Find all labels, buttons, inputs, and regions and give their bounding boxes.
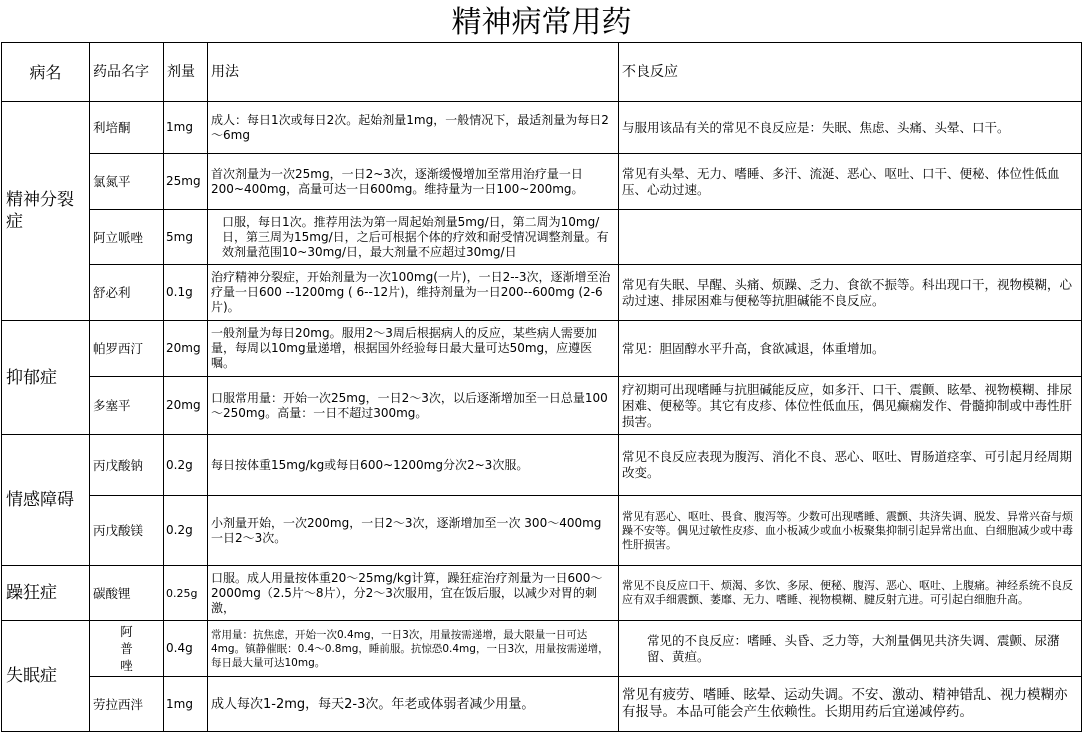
drug-dose: 25mg bbox=[164, 154, 208, 210]
drug-usage: 每日按体重15mg/kg或每日600~1200mg分次2~3次服。 bbox=[208, 435, 619, 496]
table-row bbox=[2, 566, 1082, 621]
header-row bbox=[2, 43, 1082, 102]
drug-dose: 5mg bbox=[164, 210, 208, 265]
drug-adverse: 常见的不良反应：嗜睡、头昏、乏力等，大剂量偶见共济失调、震颤、尿潴留、黄疸。 bbox=[619, 621, 1082, 677]
table-row bbox=[2, 677, 1082, 732]
table-row bbox=[2, 621, 1082, 677]
drug-adverse: 常见有恶心、呕吐、畏食、腹泻等。少数可出现嗜睡、震颤、共济失调、脱发、异常兴奋与烦躁不安等。偶见过敏性皮疹、血小板减少或血小板聚集抑制引起异常出血、白细胞减少或中毒性肝损害。 bbox=[619, 496, 1082, 566]
drug-adverse: 常见：胆固醇水平升高，食欲减退，体重增加。 bbox=[619, 321, 1082, 377]
drug-name: 丙戊酸钠 bbox=[90, 435, 164, 496]
drug-usage: 口服，每日1次。推荐用法为第一周起始剂量5mg/日，第二周为10mg/日，第三周为15mg/日，之后可根据个体的疗效和耐受情况调整剂量。有效剂量范围10~30mg/日，最大剂量不应超过30mg/日 bbox=[208, 210, 619, 265]
header-dose: 剂量 bbox=[164, 43, 208, 102]
drug-usage: 口服。成人用量按体重20～25mg/kg计算，躁狂症治疗剂量为一日600～2000mg（2.5片～8片），分2～3次服用，宜在饭后服，以减少对胃的刺激， bbox=[208, 566, 619, 621]
disease-cell: 抑郁症 bbox=[2, 321, 90, 435]
table-row bbox=[2, 265, 1082, 321]
drug-name: 利培酮 bbox=[90, 102, 164, 154]
drug-name-text: 阿普唑 bbox=[120, 624, 133, 673]
drug-adverse: 常见不良反应口干、烦渴、多饮、多尿、便秘、腹泻、恶心、呕吐、上腹痛。神经系统不良反应有双手细震颤、萎靡、无力、嗜睡、视物模糊、腱反射亢进。可引起白细胞升高。 bbox=[619, 566, 1082, 621]
table-row bbox=[2, 102, 1082, 154]
drug-dose: 0.4g bbox=[164, 621, 208, 677]
drug-usage: 口服常用量：开始一次25mg，一日2～3次，以后逐渐增加至一日总量100～250mg。高量：一日不超过300mg。 bbox=[208, 377, 619, 435]
disease-cell: 躁狂症 bbox=[2, 566, 90, 621]
drug-name: 阿立哌唑 bbox=[90, 210, 164, 265]
drug-dose: 1mg bbox=[164, 102, 208, 154]
drug-adverse bbox=[619, 210, 1082, 265]
drug-name: 碳酸锂 bbox=[90, 566, 164, 621]
header-usage: 用法 bbox=[208, 43, 619, 102]
drug-dose: 20mg bbox=[164, 321, 208, 377]
header-drug: 药品名字 bbox=[90, 43, 164, 102]
drug-dose: 1mg bbox=[164, 677, 208, 732]
drug-adverse: 常见有头晕、无力、嗜睡、多汗、流涎、恶心、呕吐、口干、便秘、体位性低血压、心动过速。 bbox=[619, 154, 1082, 210]
drug-table bbox=[1, 42, 1082, 732]
drug-adverse: 常见不良反应表现为腹泻、消化不良、恶心、呕吐、胃肠道痉挛、可引起月经周期改变。 bbox=[619, 435, 1082, 496]
drug-name bbox=[90, 621, 164, 677]
drug-usage: 一般剂量为每日20mg。服用2～3周后根据病人的反应，某些病人需要加量，每周以10mg量递增，根据国外经验每日最大量可达50mg，应遵医嘱。 bbox=[208, 321, 619, 377]
drug-usage: 常用量：抗焦虑，开始一次0.4mg，一日3次，用量按需递增，最大限量一日可达4mg。镇静催眠：0.4～0.8mg，睡前服。抗惊恐0.4mg，一日3次，用量按需递增，每日最大量可达10mg。 bbox=[208, 621, 619, 677]
table-row bbox=[2, 154, 1082, 210]
header-disease: 病名 bbox=[2, 43, 90, 102]
drug-name: 丙戊酸镁 bbox=[90, 496, 164, 566]
table-row bbox=[2, 321, 1082, 377]
drug-adverse: 常见有疲劳、嗜睡、眩晕、运动失调。不安、激动、精神错乱、视力模糊亦有报导。本品可能会产生依赖性。长期用药后宜递减停药。 bbox=[619, 677, 1082, 732]
disease-cell: 情感障碍 bbox=[2, 435, 90, 566]
drug-dose: 0.25g bbox=[164, 566, 208, 621]
drug-usage: 小剂量开始，一次200mg，一日2～3次，逐渐增加至一次 300～400mg 一日2～3次。 bbox=[208, 496, 619, 566]
disease-cell: 精神分裂症 bbox=[2, 102, 90, 321]
drug-name: 多塞平 bbox=[90, 377, 164, 435]
page-title: 精神病常用药 bbox=[451, 5, 632, 40]
drug-name: 舒必利 bbox=[90, 265, 164, 321]
disease-cell: 失眠症 bbox=[2, 621, 90, 732]
header-adverse: 不良反应 bbox=[619, 43, 1082, 102]
drug-dose: 0.2g bbox=[164, 496, 208, 566]
table-row bbox=[2, 210, 1082, 265]
drug-adverse: 常见有失眠、早醒、头痛、烦躁、乏力、食欲不振等。科出现口干，视物模糊，心动过速、排尿困难与便秘等抗胆碱能不良反应。 bbox=[619, 265, 1082, 321]
drug-name: 帕罗西汀 bbox=[90, 321, 164, 377]
table-row bbox=[2, 377, 1082, 435]
drug-usage: 治疗精神分裂症，开始剂量为一次100mg(一片)，一日2--3次，逐渐增至治疗量一日600 --1200mg ( 6--12片)，维持剂量为一日200--600mg (2-6片)。 bbox=[208, 265, 619, 321]
drug-dose: 20mg bbox=[164, 377, 208, 435]
drug-dose: 0.2g bbox=[164, 435, 208, 496]
drug-adverse: 与服用该品有关的常见不良反应是：失眠、焦虑、头痛、头晕、口干。 bbox=[619, 102, 1082, 154]
table-row bbox=[2, 435, 1082, 496]
drug-usage: 首次剂量为一次25mg，一日2~3次，逐渐缓慢增加至常用治疗量一日200~400mg，高量可达一日600mg。维持量为一日100~200mg。 bbox=[208, 154, 619, 210]
drug-usage: 成人每次1-2mg，每天2-3次。年老或体弱者减少用量。 bbox=[208, 677, 619, 732]
table-row bbox=[2, 496, 1082, 566]
drug-name: 劳拉西泮 bbox=[90, 677, 164, 732]
drug-name: 氯氮平 bbox=[90, 154, 164, 210]
drug-dose: 0.1g bbox=[164, 265, 208, 321]
drug-usage: 成人：每日1次或每日2次。起始剂量1mg，一般情况下，最适剂量为每日2～6mg bbox=[208, 102, 619, 154]
drug-adverse: 疗初期可出现嗜睡与抗胆碱能反应，如多汗、口干、震颤、眩晕、视物模糊、排尿困难、便秘等。其它有皮疹、体位性低血压，偶见癫痫发作、骨髓抑制或中毒性肝损害。 bbox=[619, 377, 1082, 435]
